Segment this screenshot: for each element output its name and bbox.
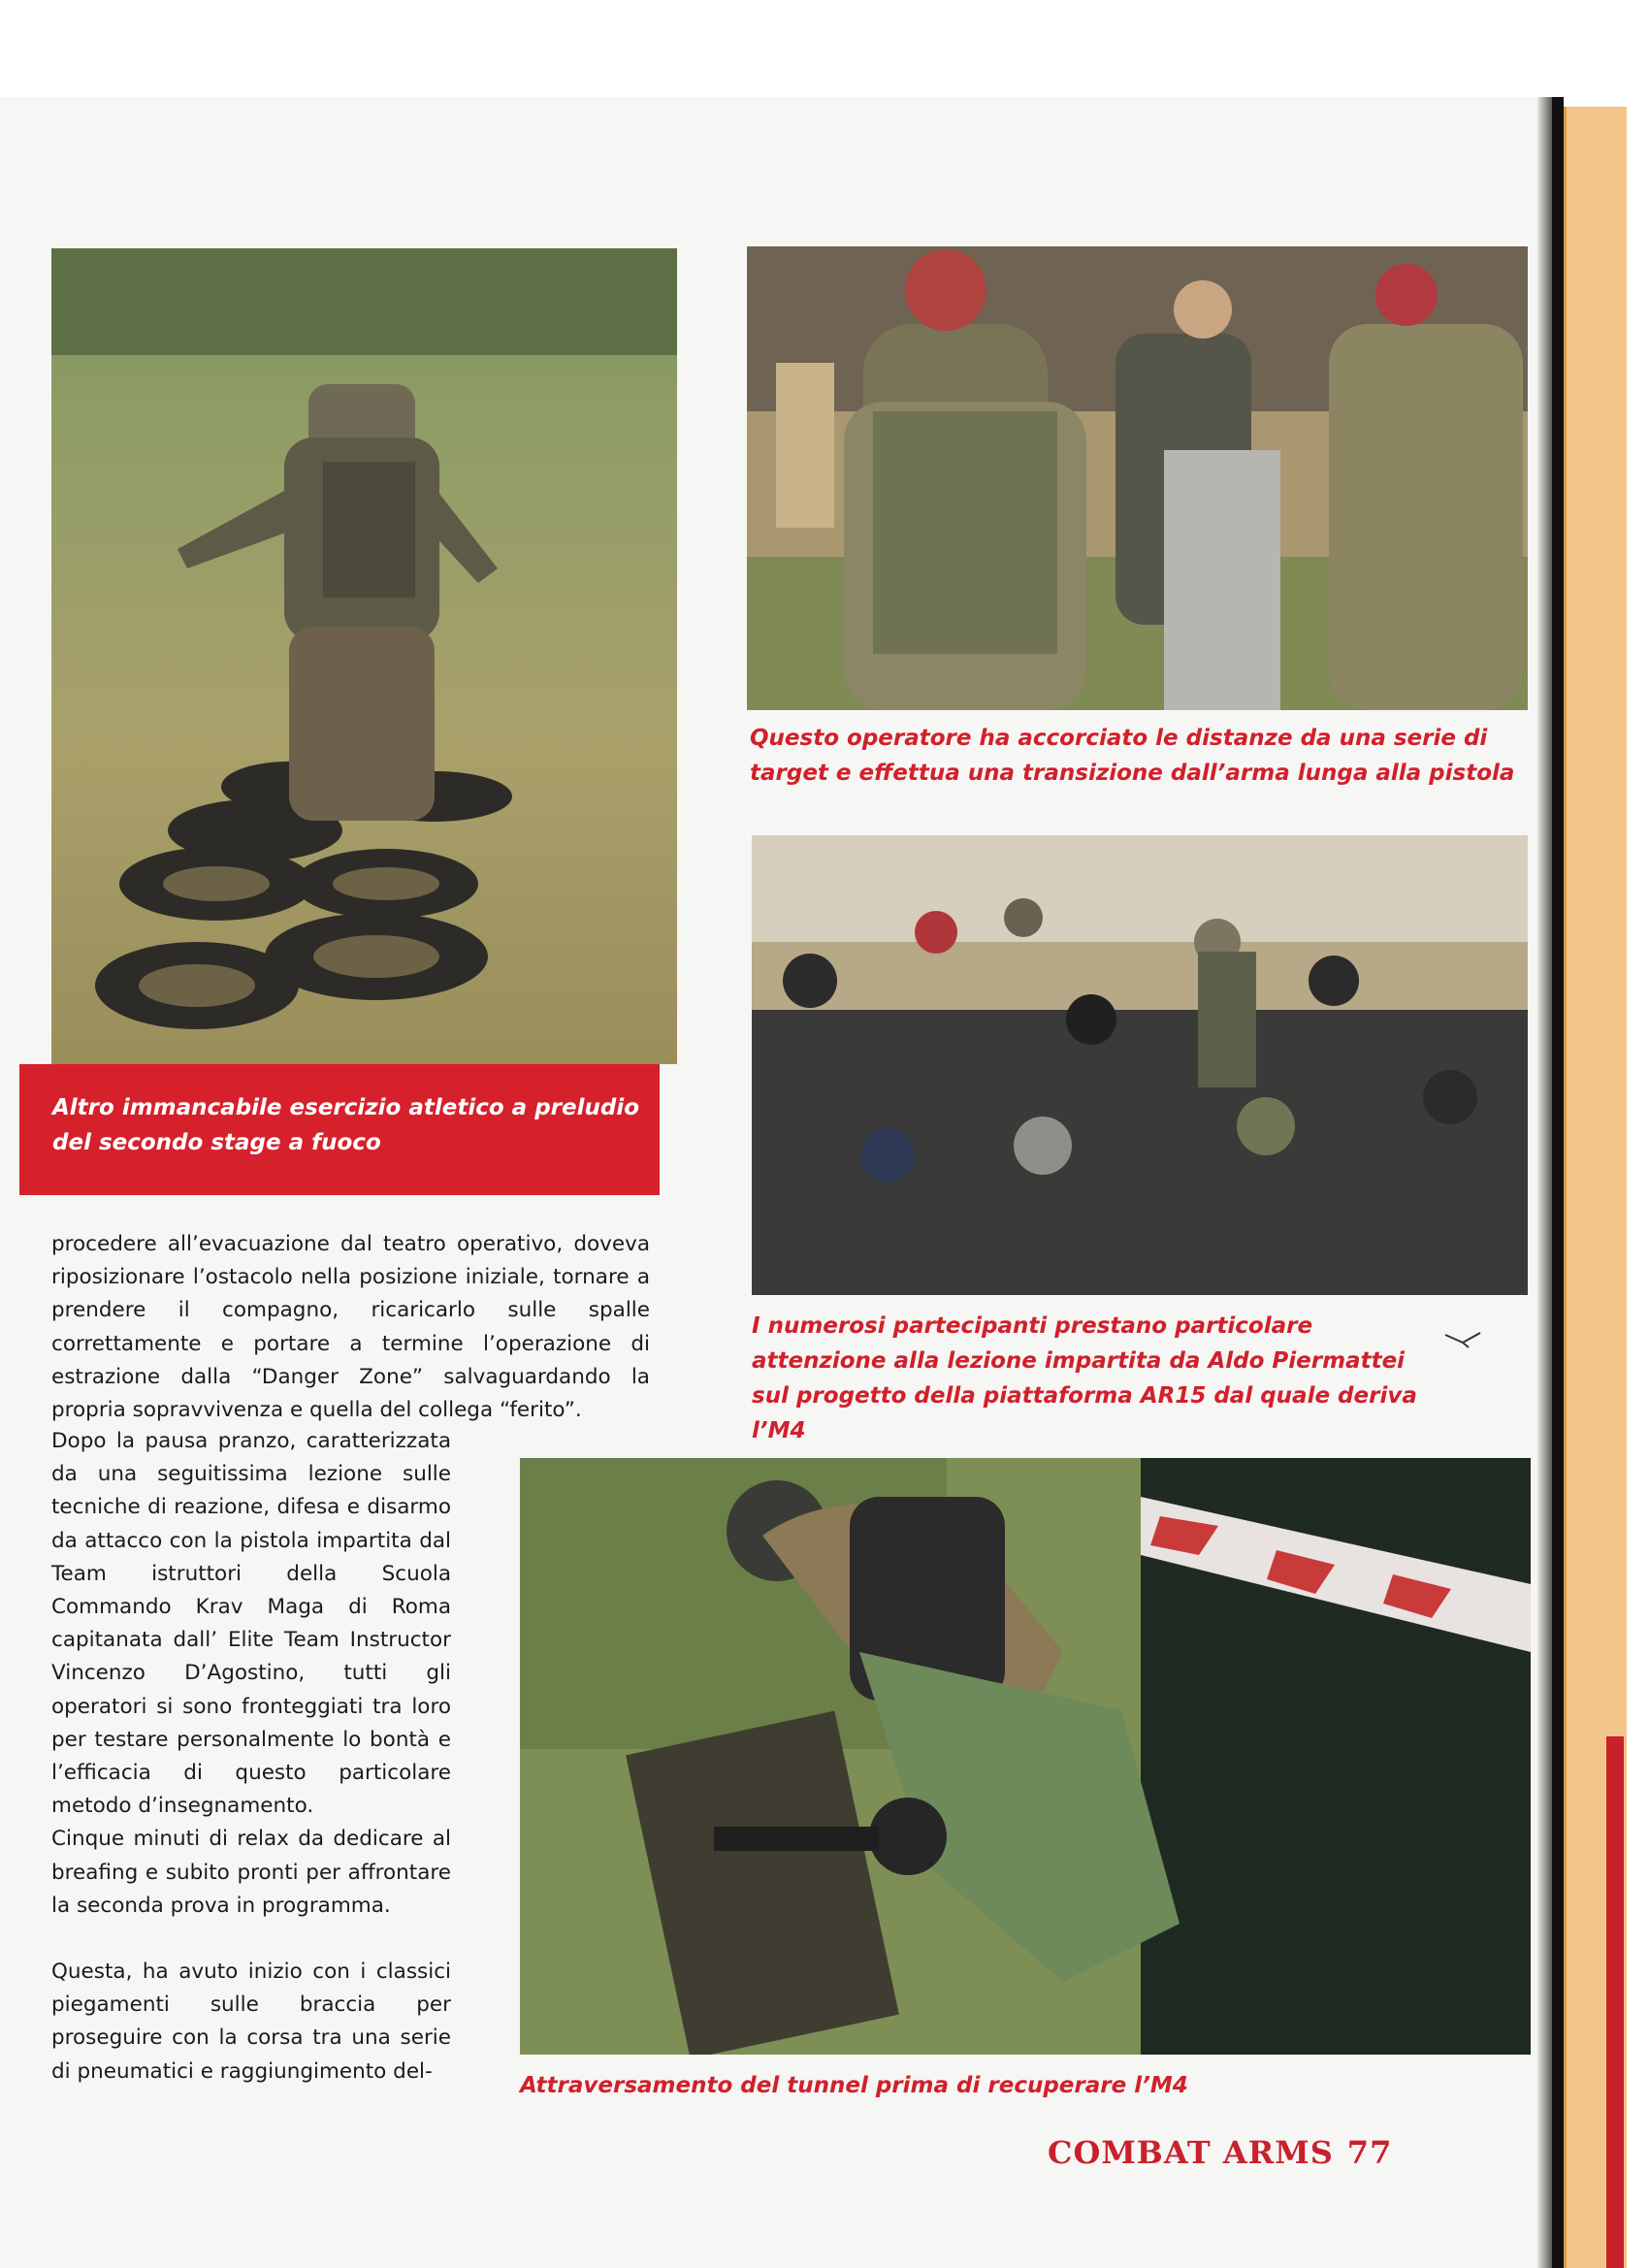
caption-box-tires — [19, 1064, 660, 1195]
article-paragraph-4: Questa, ha avuto inizio con i classici piegamenti sulle braccia per proseguire con la corsa tra una serie di pneumatici e raggiungimento del- — [51, 1960, 451, 2084]
photo-tires-exercise — [51, 248, 677, 1064]
scan-margin — [0, 0, 1649, 97]
magazine-name: COMBAT ARMS — [1048, 2134, 1334, 2171]
photo-transition — [747, 246, 1528, 710]
article-column — [51, 1425, 451, 2089]
photo-lesson — [752, 835, 1528, 1295]
article-paragraph-1: procedere all’evacuazione dal teatro operativo, doveva riposizionare l’ostacolo nella posizione iniziale, tornare a prendere il compagno, ricaricarlo sulle spalle correttamente e portare a termine l’operazione di estrazione dalla “Danger Zone” salvaguardando la propria sopravvivenza e quella del collega “ferito”. — [51, 1232, 650, 1423]
caption-tunnel: Attraversamento del tunnel prima di recuperare l’M4 — [520, 2073, 1188, 2098]
article-paragraph-2: Dopo la pausa pranzo, caratterizzata da una seguitissima lezione sulle tecniche di reazione, difesa e disarmo da attacco con la pistola impartita dal Team istruttori della Scuola Commando Krav Maga di Roma capitanata dall’ Elite Team Instructor Vincenzo D’Agostino, tutti gli operatori si sono fronteggiati tra loro per testare personalmente lo bontà e l’efficacia di questo particolare metodo d’insegnamento. — [51, 1429, 451, 1819]
photo-tunnel — [520, 1458, 1531, 2055]
caption-transition: Questo operatore ha accorciato le distanze da una serie di target e effettua una transizione dall’arma lunga alla pistola — [750, 726, 1515, 786]
article-paragraph-3: Cinque minuti di relax da dedicare al breafing e subito pronti per affrontare la seconda prova in programma. — [51, 1827, 451, 1918]
caption-tires: Altro immancabile esercizio atletico a preludio del secondo stage a fuoco — [52, 1095, 640, 1155]
page-edge — [1552, 97, 1564, 2268]
caption-lesson: I numerosi partecipanti prestano particolare attenzione alla lezione impartita da Aldo Piermattei sul progetto della piattaforma AR15 dal quale deriva l’M4 — [752, 1313, 1417, 1443]
page-number: 77 — [1346, 2134, 1393, 2171]
page-footer — [1048, 2134, 1392, 2171]
bird-doodle-icon — [1443, 1329, 1482, 1348]
next-page-red-edge — [1606, 1736, 1624, 2268]
